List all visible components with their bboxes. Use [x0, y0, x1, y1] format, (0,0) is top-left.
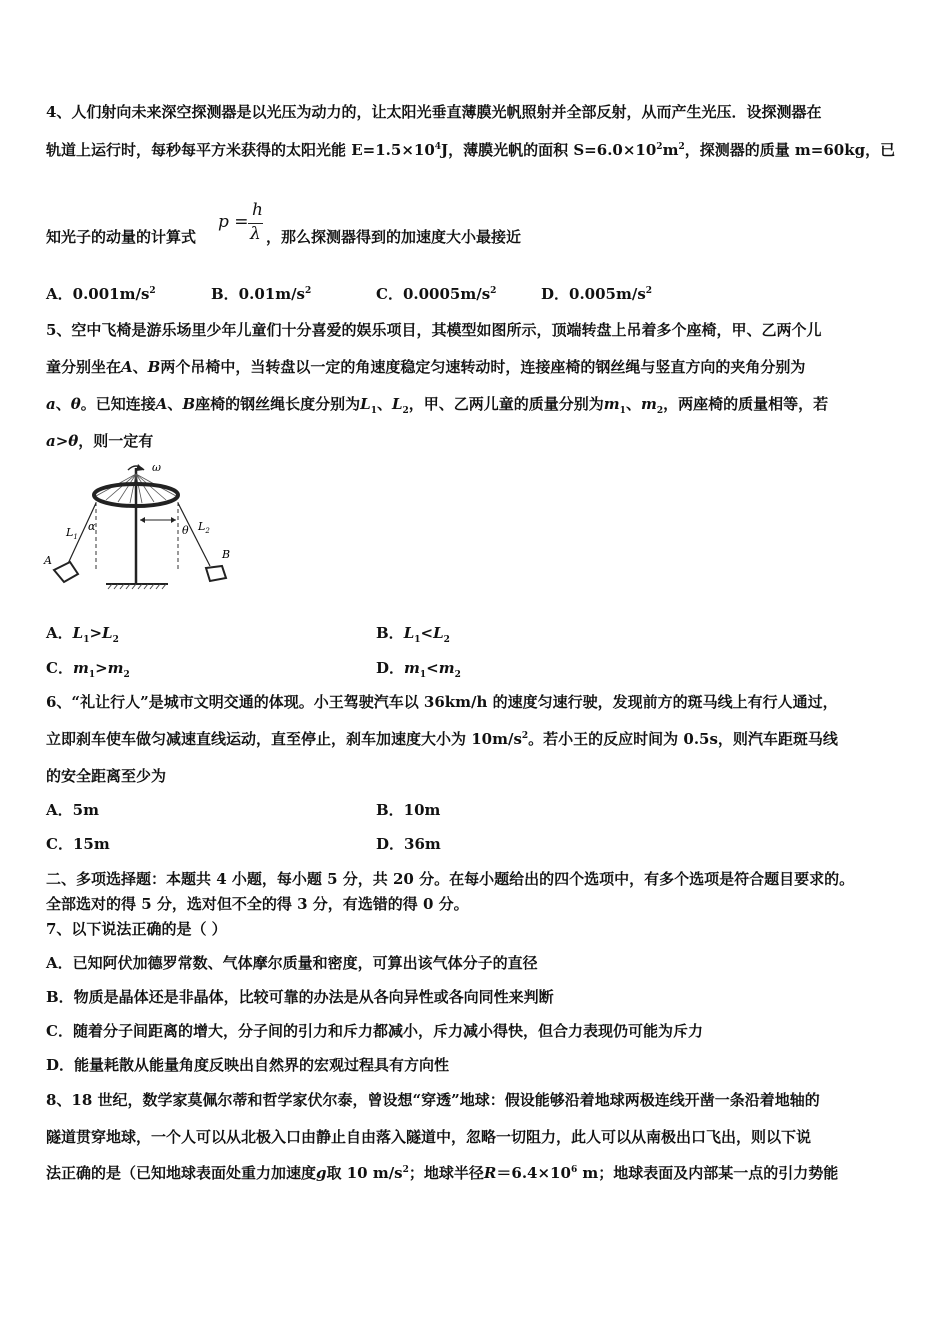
q6-option-c[interactable]: C．15m — [46, 835, 110, 853]
q4-option-a[interactable] — [46, 284, 156, 304]
formula-lhs: p = — [218, 212, 249, 232]
text: ，两座椅的质量相等，若 — [663, 395, 829, 413]
l-letter: L — [198, 520, 206, 533]
var: m — [640, 395, 657, 413]
q5-line-4 — [46, 431, 153, 451]
var: L — [403, 624, 415, 642]
subscript: 2 — [402, 406, 409, 416]
text: ，甲、乙两儿童的质量分别为 — [408, 395, 604, 413]
q5-line-3 — [46, 394, 828, 414]
exponent: 6 — [570, 1165, 578, 1175]
subscript: 2 — [454, 670, 461, 680]
q4-line-3-start: 知光子的动量的计算式 — [46, 228, 197, 246]
prefix: A． — [46, 624, 73, 642]
exponent: 2 — [402, 1165, 409, 1175]
option-label: C．0.0005m/s — [376, 285, 491, 303]
label-b: B — [222, 548, 231, 561]
option-label: D．0.005m/s — [541, 285, 646, 303]
text: m；地球表面及内部某一点的引力势能 — [577, 1164, 839, 1182]
option-label: B．0.01m/s — [211, 285, 306, 303]
q4-option-b[interactable] — [211, 284, 311, 304]
exponent: 2 — [656, 142, 663, 152]
q5-line-2 — [46, 357, 805, 377]
var: m — [404, 659, 420, 677]
var: L — [102, 624, 113, 642]
chair-a — [54, 562, 78, 582]
var: A — [121, 358, 133, 376]
var: B — [147, 358, 161, 376]
text: 、 — [55, 395, 71, 413]
label-theta: θ — [182, 524, 189, 537]
q7-option-a[interactable]: A．已知阿伏加德罗常数、气体摩尔质量和密度，可算出该气体分子的直径 — [46, 954, 538, 972]
text: 。已知连接 — [80, 395, 156, 413]
l-subscript: 2 — [205, 527, 210, 535]
l-subscript: 1 — [73, 533, 78, 541]
exponent: 4 — [434, 142, 442, 152]
var: L — [433, 624, 444, 642]
exponent: 2 — [149, 286, 156, 296]
q4-line-1: 4、人们射向未来深空探测器是以光压为动力的，让太阳光垂直薄膜光帆照射并全部反射，从而产生光压．设探测器在 — [46, 103, 822, 121]
operator: > — [89, 624, 103, 642]
var: θ — [70, 395, 81, 413]
formula-denominator: λ — [250, 224, 261, 244]
condition: a>θ — [46, 432, 79, 450]
exponent: 2 — [305, 286, 312, 296]
subscript: 2 — [123, 670, 130, 680]
q5-option-c[interactable] — [46, 658, 130, 678]
q5-option-b[interactable] — [376, 623, 450, 643]
q5-line-1: 5、空中飞椅是游乐场里少年儿童们十分喜爱的娱乐项目，其模型如图所示，顶端转盘上吊着多个座椅，甲、乙两个儿 — [46, 321, 822, 339]
q4-option-d[interactable] — [541, 284, 652, 304]
text: 取 10 m/s — [326, 1164, 403, 1182]
formula-numerator: h — [252, 200, 263, 220]
var: L — [72, 624, 84, 642]
text: 立即刹车使车做匀减速直线运动，直至停止，刹车加速度大小为 10m/s — [46, 730, 522, 748]
text: ；地球半径 — [408, 1164, 484, 1182]
subscript: 1 — [370, 406, 377, 416]
text: ，则一定有 — [78, 432, 154, 450]
subscript: 2 — [443, 635, 450, 645]
text: 、 — [167, 395, 183, 413]
operator: > — [95, 659, 108, 677]
q6-line-1: 6、“礼让行人”是城市文明交通的体现。小王驾驶汽车以 36km/h 的速度匀速行驶，发现前方的斑马线上有行人通过， — [46, 693, 838, 711]
momentum-formula — [218, 200, 268, 248]
flying-chairs-figure — [40, 458, 250, 598]
q6-option-a[interactable]: A．5m — [46, 801, 99, 819]
text: 童分别坐在 — [46, 358, 122, 376]
text: ＝6.4×10 — [496, 1164, 571, 1182]
var: m — [107, 659, 124, 677]
var: g — [316, 1164, 327, 1182]
subscript: 1 — [414, 635, 421, 645]
q4-line-3-end: ，那么探测器得到的加速度大小最接近 — [266, 228, 522, 246]
l-letter: L — [66, 526, 74, 539]
text: 法正确的是（已知地球表面处重力加速度 — [46, 1164, 317, 1182]
text: 轨道上运行时，每秒每平方米获得的太阳光能 E=1.5×10 — [46, 141, 435, 159]
var: R — [483, 1164, 497, 1182]
q8-line-3 — [46, 1163, 838, 1183]
q8-line-1: 8、18 世纪，数学家莫佩尔蒂和哲学家伏尔泰，曾设想“穿透”地球：假设能够沿着地球两极连线开凿一条沿着地轴的 — [46, 1091, 820, 1109]
var: L — [360, 395, 371, 413]
label-l1 — [65, 526, 78, 541]
text: ，探测器的质量 m=60kg，已 — [684, 141, 896, 159]
text: 两个吊椅中，当转盘以一定的角速度稳定匀速转动时，连接座椅的钢丝绳与竖直方向的夹角分别为 — [160, 358, 806, 376]
prefix: C． — [46, 659, 73, 677]
subscript: 1 — [88, 670, 96, 680]
operator: < — [426, 659, 439, 677]
q8-line-2: 隧道贯穿地球，一个人可以从北极入口由静止自由落入隧道中，忽略一切阻力，此人可以从南极出口飞出，则以下说 — [46, 1128, 812, 1146]
chair-b — [206, 566, 226, 581]
var: A — [155, 395, 168, 413]
exponent: 2 — [521, 731, 529, 741]
label-l2 — [197, 520, 210, 535]
q5-option-d[interactable] — [376, 658, 461, 678]
exponent: 2 — [645, 286, 653, 296]
label-alpha: α — [88, 520, 96, 533]
q7-stem: 7、以下说法正确的是（ ） — [46, 920, 227, 938]
q7-option-b[interactable]: B．物质是晶体还是非晶体，比较可靠的办法是从各向异性或各向同性来判断 — [46, 988, 554, 1006]
label-a: A — [44, 554, 52, 567]
section2-line-1: 二、多项选择题：本题共 4 小题，每小题 5 分，共 20 分。在每小题给出的四个选项中，有多个选项是符合题目要求的。 — [46, 870, 855, 888]
exponent: 2 — [678, 142, 685, 152]
subscript: 1 — [419, 670, 427, 680]
text: 。若小王的反应时间为 0.5s，则汽车距斑马线 — [528, 730, 838, 748]
exponent: 2 — [490, 286, 497, 296]
q6-option-d[interactable]: D．36m — [376, 835, 441, 853]
q7-option-c[interactable]: C．随着分子间距离的增大，分子间的引力和斥力都减小，斥力减小得快，但合力表现仍可能为斥力 — [46, 1022, 703, 1040]
var: m — [438, 659, 455, 677]
text: 、 — [132, 358, 148, 376]
q6-line-3: 的安全距离至少为 — [46, 767, 167, 785]
q6-line-2 — [46, 729, 838, 749]
var: m — [72, 659, 89, 677]
prefix: D． — [376, 659, 405, 677]
q4-line-2 — [46, 140, 895, 160]
omega-label: ω — [152, 461, 161, 474]
prefix: B． — [376, 624, 404, 642]
operator: < — [420, 624, 434, 642]
text: 、 — [625, 395, 641, 413]
q6-option-b[interactable]: B．10m — [376, 801, 441, 819]
subscript: 1 — [619, 406, 626, 416]
q4-option-c[interactable] — [376, 284, 496, 304]
option-label: A．0.001m/s — [46, 285, 150, 303]
q7-option-d[interactable]: D．能量耗散从能量角度反映出自然界的宏观过程具有方向性 — [46, 1056, 450, 1074]
var: m — [603, 395, 620, 413]
q5-option-a[interactable] — [46, 623, 119, 643]
text: J，薄膜光帆的面积 S=6.0×10 — [441, 141, 657, 159]
var: L — [391, 395, 403, 413]
subscript: 2 — [112, 635, 119, 645]
var: a — [46, 395, 56, 413]
subscript: 2 — [656, 406, 664, 416]
var: B — [182, 395, 196, 413]
text: 、 — [376, 395, 392, 413]
section2-line-2: 全部选对的得 5 分，选对但不全的得 3 分，有选错的得 0 分。 — [46, 895, 469, 913]
text: 座椅的钢丝绳长度分别为 — [195, 395, 361, 413]
text: m — [662, 141, 679, 159]
subscript: 1 — [83, 635, 90, 645]
